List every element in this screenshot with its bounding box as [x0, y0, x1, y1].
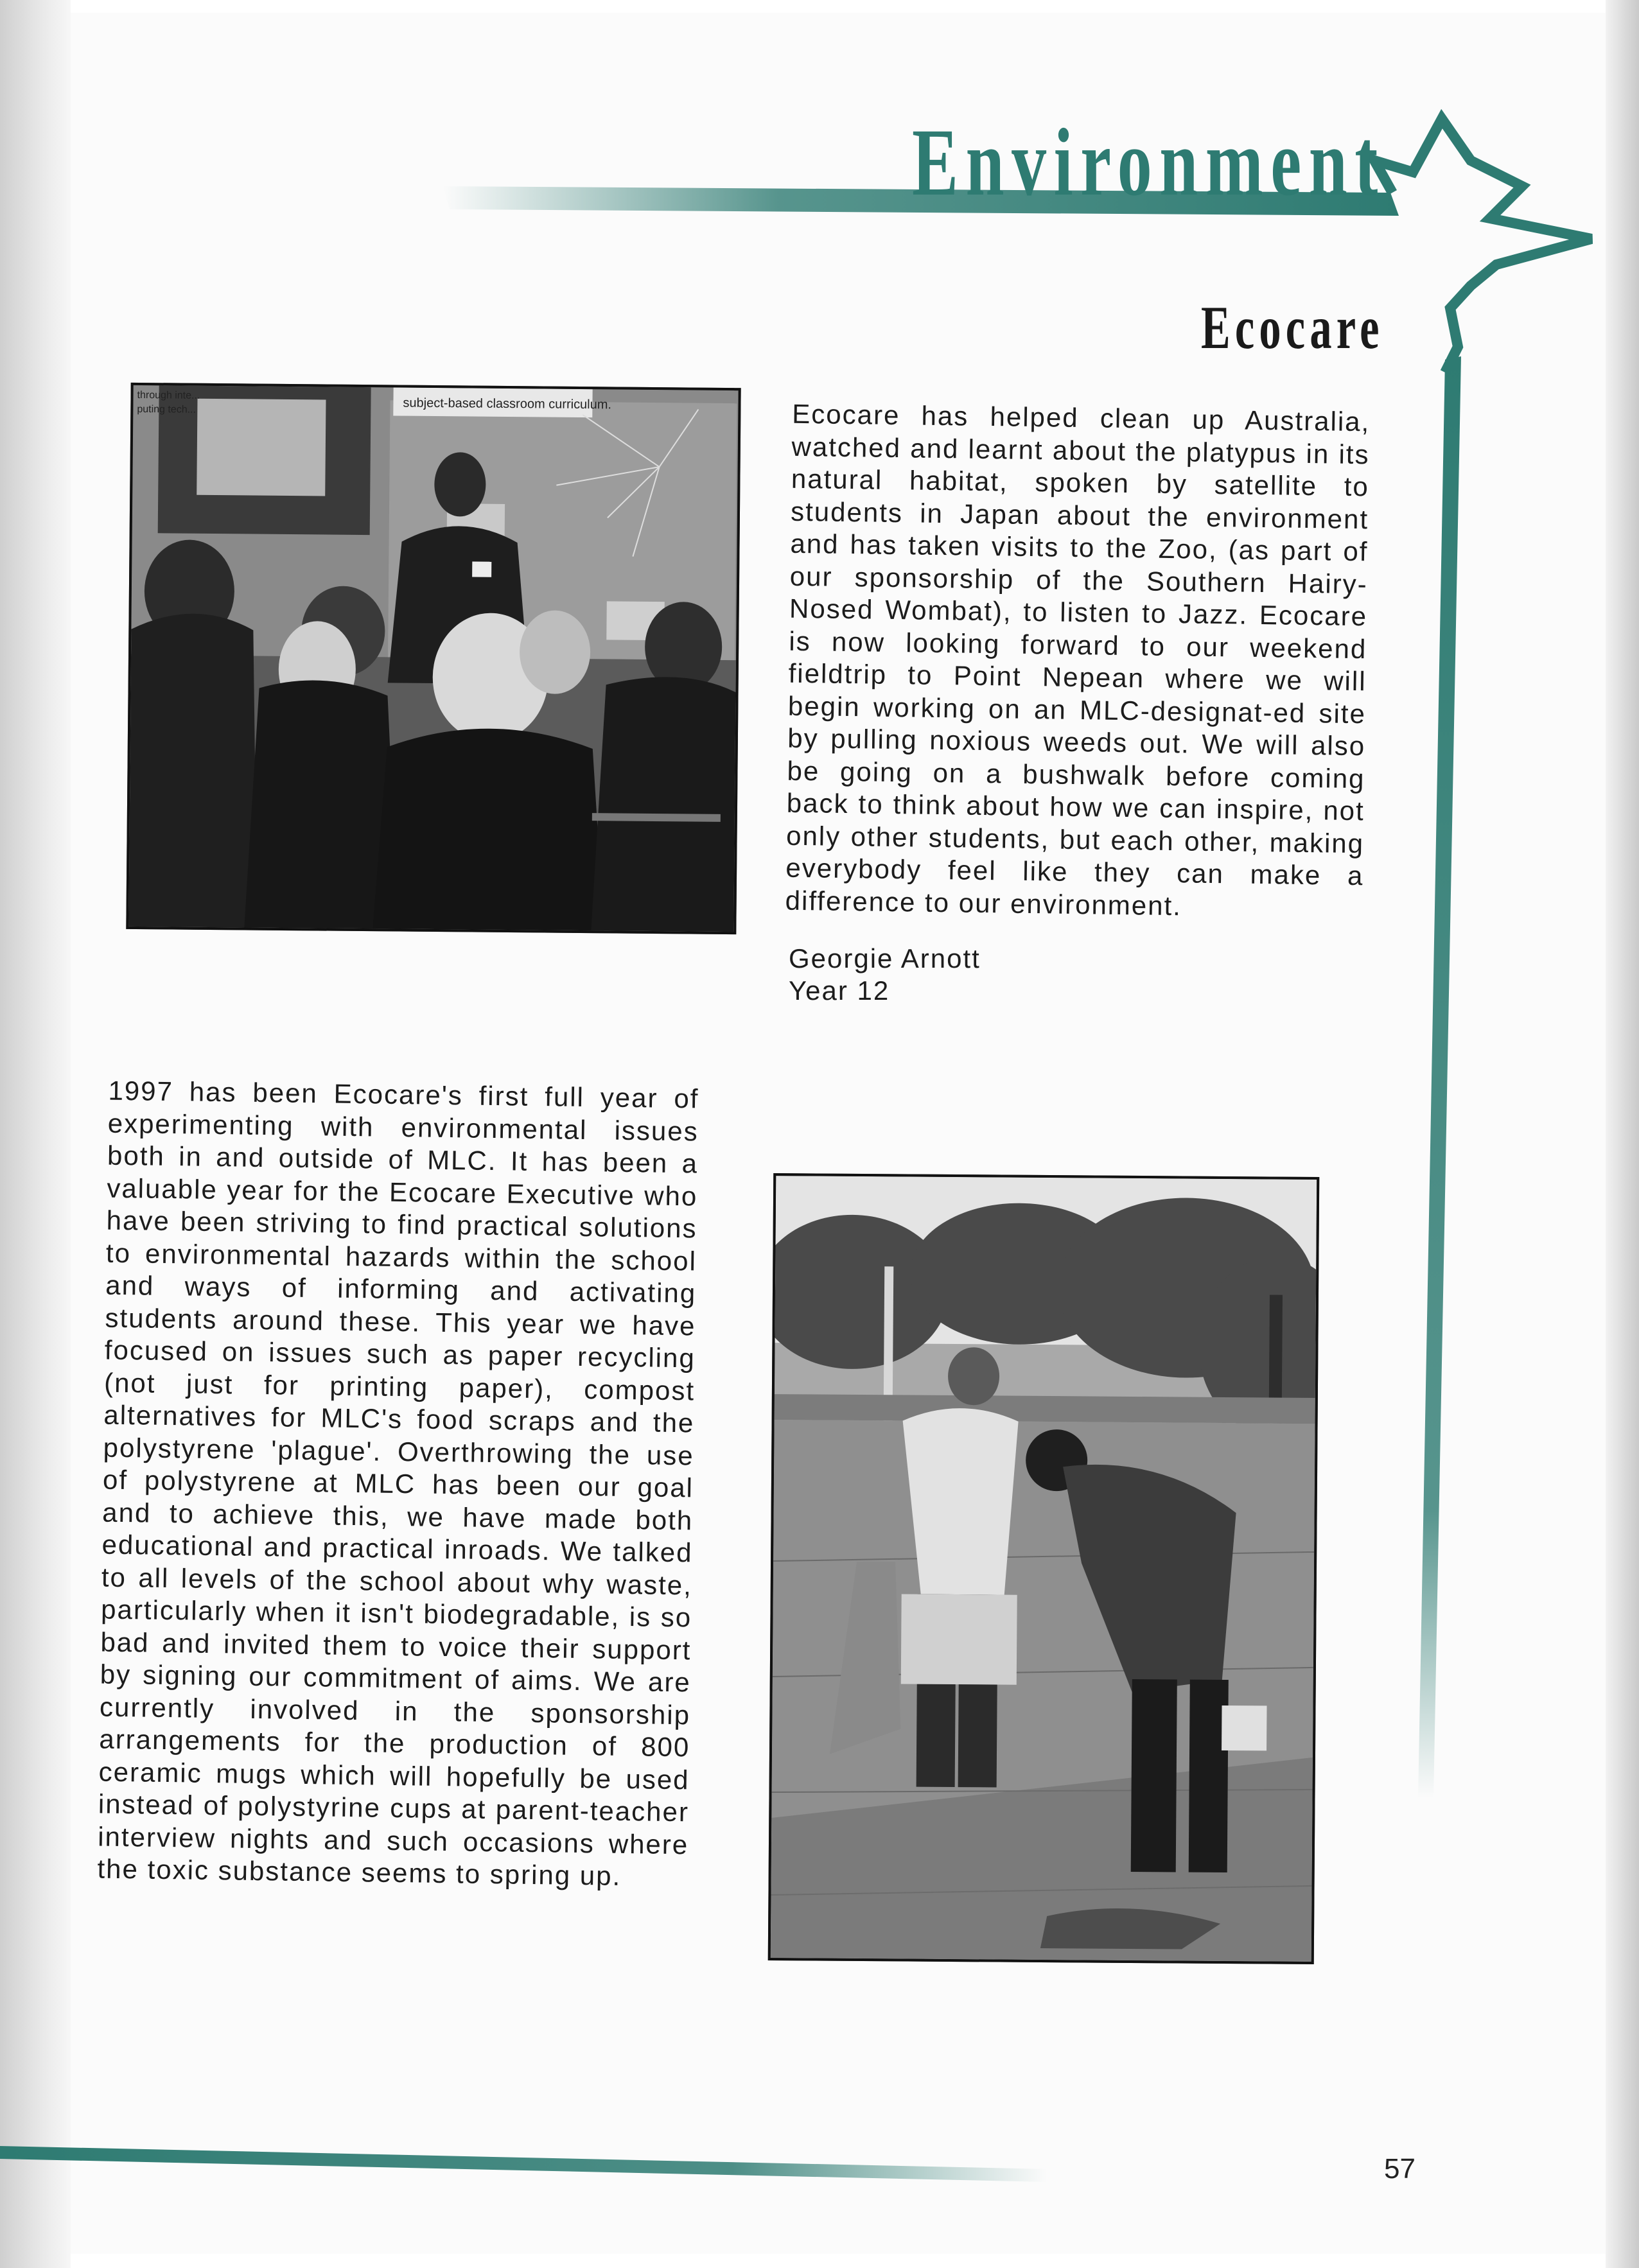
classroom-poster-text: subject-based classroom curriculum.: [403, 396, 612, 412]
starburst-icon: [1374, 119, 1591, 372]
author-credit: [789, 943, 1110, 1007]
classroom-sign-text: through inte...: [137, 389, 200, 401]
page-number: 57: [1384, 2153, 1416, 2185]
section-title: Environment: [912, 109, 1385, 216]
article-paragraph-left: 1997 has been Ecocare's first full year of experimenting with environmental issues both in and outside of MLC. It has been a valuable year for the Ecocare Executive who have been striving to find practical solutions to environmental hazards within the school and ways of informing and activating students around these. This year we have focused on issues such as paper recycling (not just for printing paper), compost alternatives for MLC's food scraps and the polystyrene 'plague'. Overthrowing the use of polystyrene at MLC has been our goal and to achieve this, we have made both educational and practical inroads. We talked to all levels of the school about why waste, particularly when it isn't biodegradable, is so bad and invited them to voice their support by signing our commitment of aims. We are currently involved in the sponsorship arrangements for the production of 800 ceramic mugs which will hopefully be used instead of polystyrine cups at parent-teacher interview nights and such occasions where the toxic substance seems to spring up.: [97, 1075, 699, 1891]
classroom-sign-text-2: puting tech...: [137, 403, 197, 415]
article-paragraph-right: Ecocare has helped clean up Australia, watched and learnt about the platypus in its natural habitat, spoken by satellite to students in Japan about the environment and has taken visits to the Zoo, (as part of our sponsorship of the Southern Hairy-Nosed Wombat), to listen to Jazz. Ecocare is now looking forward to our weekend fieldtrip to Point Nepean where we will begin working on an MLC-designat-ed site by pulling noxious weeds out. We will also be going on a bushwalk before coming back to think about how we can inspire, not only other students, but each other, making everybody feel like they can make a difference to our environment.: [785, 398, 1371, 921]
author-name: Georgie Arnott: [789, 943, 981, 973]
footer-rule: [0, 2146, 1047, 2182]
right-vertical-rule: [1418, 356, 1461, 1798]
fieldtrip-photo: [768, 1173, 1320, 1964]
author-year: Year 12: [789, 975, 890, 1006]
classroom-photo: [126, 383, 741, 934]
article-subtitle: Ecocare: [1201, 293, 1384, 362]
